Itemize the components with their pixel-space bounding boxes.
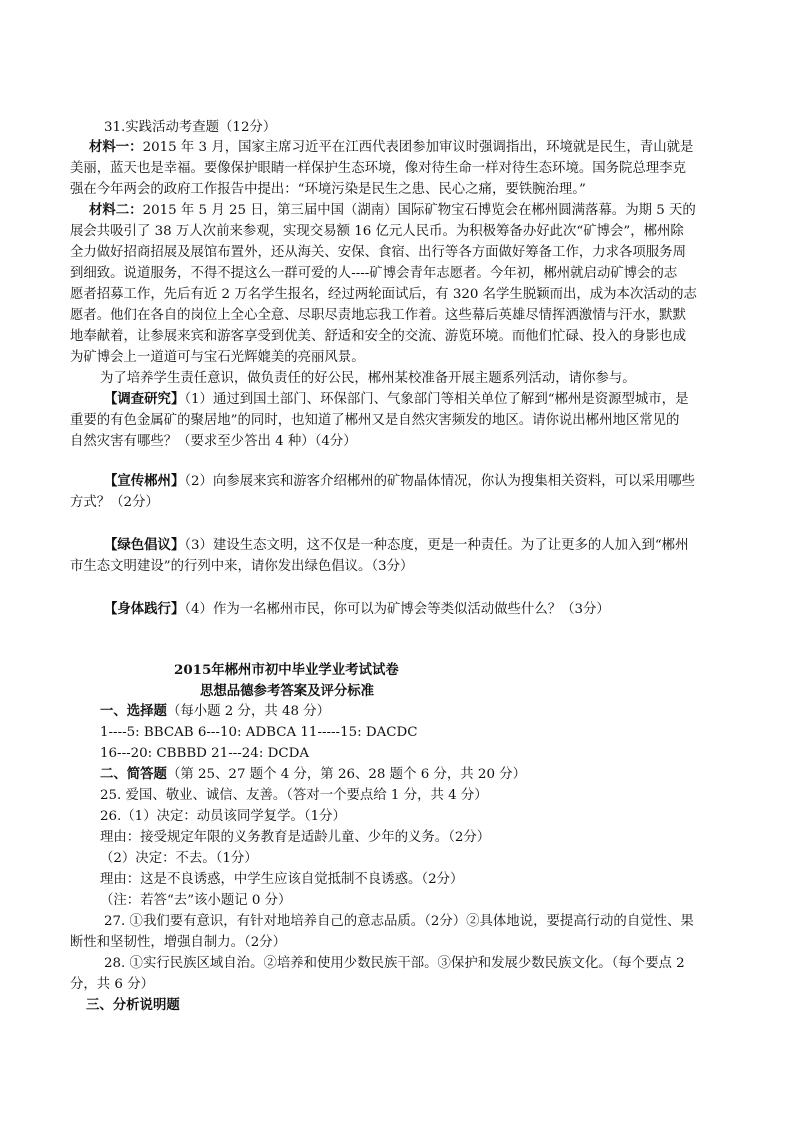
subquestion-2-label: 【宣传郴州】: [104, 473, 185, 489]
subquestion-1-label: 【调查研究】: [104, 391, 185, 407]
answer-subtitle: 思想品德参考答案及评分标准: [200, 683, 375, 699]
material-one-line-2: 美丽，蓝天也是幸福。要像保护眼睛一样保护生态环境，像对待生命一样对待生态环境。国务院总理李克: [70, 161, 686, 176]
multiple-choice-answers-1: 1----5: BBCAB 6---10: ADBCA 11-----15: DACDC: [100, 725, 418, 740]
answer-28-line-2: 分，共 6 分）: [70, 977, 154, 992]
material-two-line-4: 到细致。说道服务，不得不提这么一群可爱的人----矿博会青年志愿者。今年初，郴州就启动矿博会的志: [70, 266, 678, 281]
subquestion-2-line-1: 【宣传郴州】（2）向参展来宾和游客介绍郴州的矿物晶体情况，你认为搜集相关资料，可以采用哪些: [104, 473, 696, 489]
subquestion-4-label: 【身体践行】: [104, 601, 185, 617]
material-two-line-8: 为矿博会上一道道可与宝石光辉媲美的亮丽风景。: [70, 350, 365, 365]
multiple-choice-answers-2: 16---20: CBBBD 21---24: DCDA: [100, 746, 309, 761]
question-heading: 31.实践活动考查题（12分）: [104, 120, 277, 135]
material-two-line-5: 愿者招募工作，先后有近 2 万名学生报名，经过两轮面试后，有 320 名学生脱颖而出，成为本次活动的志: [70, 287, 697, 302]
answer-26-line-2: 理由：接受规定年限的义务教育是适龄儿童、少年的义务。（2分）: [100, 830, 491, 845]
subquestion-1-line-2: 重要的有色金属矿的聚居地”的同时，也知道了郴州又是自然灾害频发的地区。请你说出郴州地区常见的: [70, 413, 680, 428]
material-two-line-1: 材料二：2015 年 5 月 25 日，第三届中国（湖南）国际矿物宝石博览会在郴州圆满落幕。为期 5 天的: [89, 202, 696, 218]
section-two-heading: 二、简答题（第 25、27 题个 4 分，第 26、28 题个 6 分，共 20 分）: [100, 766, 527, 782]
material-two-line-2: 展会共吸引了 38 万人次前来参观，实现交易额 16 亿元人民币。为积极筹备办好此次“矿博会”，郴州除: [70, 224, 684, 239]
material-two-line-7: 地奉献着，让参展来宾和游客享受到优美、舒适和安全的交流、游览环境。而他们忙碌、投入的身影也成: [70, 329, 686, 344]
answer-25: 25. 爱国、敬业、诚信、友善。（答对一个要点给 1 分，共 4 分）: [100, 788, 488, 803]
activity-intro: 为了培养学生责任意识，做负责任的好公民，郴州某校准备开展主题系列活动，请你参与。: [100, 371, 636, 386]
answer-26-note: （注：若答“去”该小题记 0 分）: [100, 893, 292, 908]
subquestion-4-line: 【身体践行】（4）作为一名郴州市民，你可以为矿博会等类似活动做些什么？（3分）: [104, 601, 610, 617]
subquestion-3-line-2: 市生态文明建设”的行列中来，请你发出绿色倡议。（3分）: [70, 559, 414, 574]
subquestion-3-line-1: 【绿色倡议】（3）建设生态文明，这不仅是一种态度，更是一种责任。为了让更多的人加入到“郴州: [104, 537, 689, 553]
material-one-label: 材料一：: [89, 139, 143, 155]
material-one-line-1: 材料一：2015 年 3 月，国家主席习近平在江西代表团参加审议时强调指出，环境就是民生，青山就是: [89, 139, 694, 155]
subquestion-1-line-1: 【调查研究】（1）通过到国土部门、环保部门、气象部门等相关单位了解到“郴州是资源型城市，是: [104, 391, 689, 407]
answer-26-line-3: （2）决定：不去。（1分）: [100, 851, 258, 866]
section-one-heading: 一、选择题（每小题 2 分，共 48 分）: [100, 703, 331, 719]
answer-28-line-1: 28. ①实行民族区域自治。②培养和使用少数民族干部。③保护和发展少数民族文化。（每个要点 2: [104, 956, 685, 971]
material-two-line-6: 愿者。他们在各自的岗位上全心全意、尽职尽责地忘我工作着。这些幕后英雄尽情挥洒激情与汗水，默默: [70, 308, 686, 323]
subquestion-2-line-2: 方式？（2分）: [70, 495, 159, 510]
material-two-label: 材料二：: [89, 202, 143, 218]
material-two-line-3: 全力做好招商招展及展馆布置外，还从海关、安保、食宿、出行等各方面做好筹备工作，力求各项服务周: [70, 245, 686, 260]
answer-27-line-1: 27. ①我们要有意识，有针对地培养自己的意志品质。（2分）②具体地说，要提高行动的自觉性、果: [104, 914, 694, 929]
material-one-line-3: 强在今年两会的政府工作报告中提出：“环境污染是民生之患、民心之痛，要铁腕治理。”: [70, 182, 586, 197]
subquestion-3-label: 【绿色倡议】: [104, 537, 185, 553]
answer-27-line-2: 断性和坚韧性，增强自制力。（2分）: [70, 935, 287, 950]
answer-26-line-1: 26.（1）决定：动员该同学复学。（1分）: [100, 809, 346, 824]
section-three-heading: 三、分析说明题: [86, 997, 180, 1013]
answer-26-line-4: 理由：这是不良诱惑，中学生应该自觉抵制不良诱惑。（2分）: [100, 872, 464, 887]
answer-title: 2015年郴州市初中毕业学业考试试卷: [174, 662, 399, 678]
subquestion-1-line-3: 自然灾害有哪些？（要求至少答出 4 种）（4分）: [70, 434, 357, 449]
